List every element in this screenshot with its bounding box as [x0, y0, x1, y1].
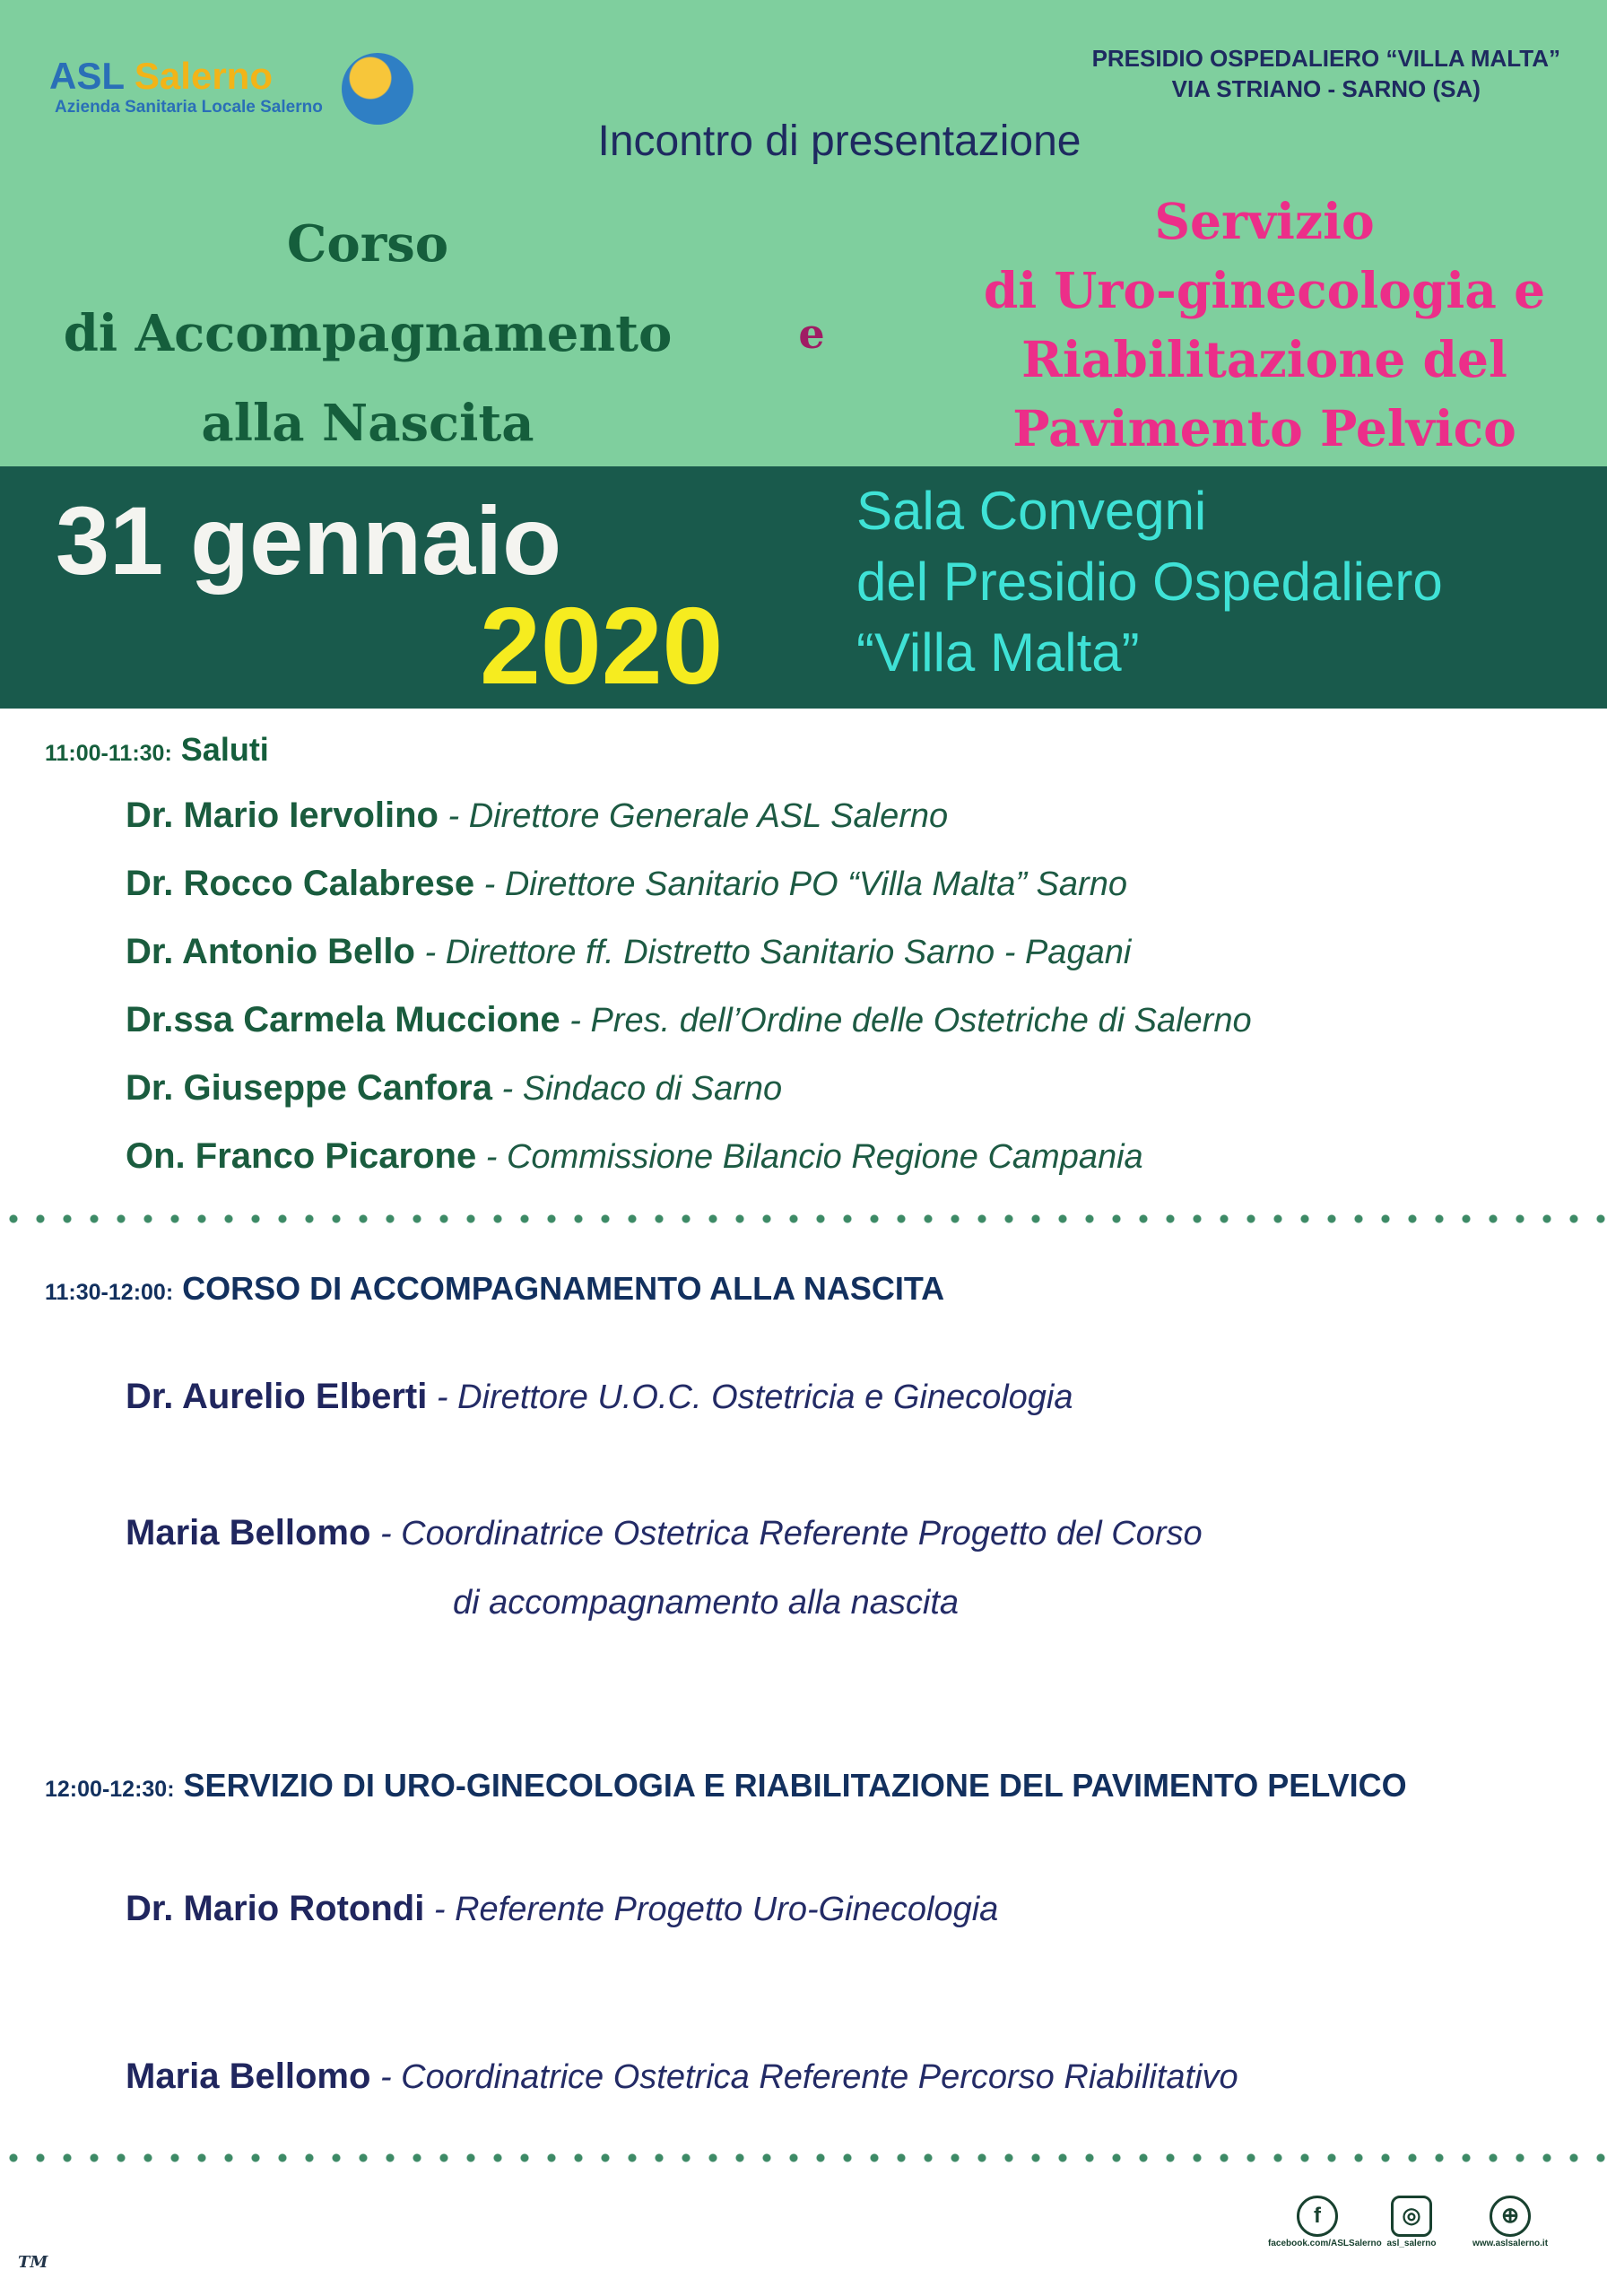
speaker-name: Dr. Mario Rotondi — [126, 1889, 425, 1928]
instagram-icon: ◎ — [1391, 2196, 1432, 2237]
speaker-row — [126, 1068, 782, 1109]
speaker-row — [126, 2057, 1238, 2097]
facebook-icon: f — [1297, 2196, 1338, 2237]
venue-line: “Villa Malta” — [856, 622, 1140, 683]
corso-title-line: Corso — [286, 214, 449, 274]
event-date-day: 31 gennaio — [56, 486, 562, 595]
servizio-label: SERVIZIO DI URO-GINECOLOGIA E RIABILITAZIONE DEL PAVIMENTO PELVICO — [183, 1767, 1407, 1804]
corso-label: CORSO DI ACCOMPAGNAMENTO ALLA NASCITA — [182, 1270, 945, 1307]
corso-heading — [45, 1270, 944, 1308]
speaker-row — [126, 1889, 998, 1929]
servizio-title-line: Riabilitazione del — [1021, 330, 1507, 388]
corso-time: 11:30-12:00: — [45, 1280, 174, 1305]
saluti-heading — [45, 731, 269, 769]
speaker-row — [126, 1377, 1073, 1417]
web-icon: ⊕ — [1490, 2196, 1531, 2237]
instagram-label: asl_salerno — [1386, 2239, 1437, 2248]
speaker-role: - Referente Progetto Uro-Ginecologia — [424, 1891, 999, 1928]
saluti-time: 11:00-11:30: — [45, 741, 172, 766]
speaker-name: Maria Bellomo — [126, 1513, 371, 1552]
website-label: www.aslsalerno.it — [1472, 2239, 1549, 2248]
speaker-name: Dr.ssa Carmela Muccione — [126, 1000, 560, 1039]
speaker-name: On. Franco Picarone — [126, 1136, 477, 1176]
speaker-row — [126, 864, 1127, 904]
speaker-role: - Direttore Sanitario PO “Villa Malta” Sarno — [474, 865, 1127, 903]
corso-title-line: di Accompagnamento — [63, 304, 673, 363]
speaker-name: Maria Bellomo — [126, 2057, 371, 2096]
corso-title — [27, 199, 708, 468]
speaker-row — [126, 932, 1131, 972]
speaker-role: - Direttore U.O.C. Ostetricia e Ginecologia — [427, 1378, 1073, 1416]
logo-main-text: ASL — [49, 55, 135, 97]
event-venue — [856, 475, 1443, 688]
speaker-row — [126, 796, 948, 836]
speaker-role-continuation — [453, 1582, 959, 1622]
dotted-divider — [0, 2152, 1607, 2163]
presidio-address — [1092, 43, 1560, 104]
speaker-role: - Sindaco di Sarno — [491, 1070, 783, 1108]
speaker-role: - Coordinatrice Ostetrica Referente Percorso Riabilitativo — [370, 2058, 1238, 2096]
servizio-title-line: Servizio — [1154, 192, 1375, 250]
speaker-name: Dr. Antonio Bello — [126, 932, 415, 971]
venue-line: Sala Convegni — [856, 481, 1207, 541]
speaker-row — [126, 1000, 1252, 1040]
speaker-row — [126, 1513, 1203, 1553]
speaker-role: di accompagnamento alla nascita — [453, 1584, 960, 1622]
speaker-role: - Direttore Generale ASL Salerno — [438, 797, 949, 835]
logo-subtitle: Azienda Sanitaria Locale Salerno — [55, 98, 323, 117]
social-links — [1268, 2196, 1564, 2249]
servizio-title-line: Pavimento Pelvico — [1012, 399, 1516, 457]
venue-line: del Presidio Ospedaliero — [856, 552, 1443, 612]
event-date-year: 2020 — [480, 585, 724, 707]
corso-title-line: alla Nascita — [201, 394, 534, 453]
title-conjunction: e — [798, 309, 825, 358]
speaker-name: Dr. Aurelio Elberti — [126, 1377, 428, 1416]
designer-mark: TM — [18, 2253, 48, 2272]
servizio-title-line: di Uro-ginecologia e — [983, 261, 1546, 319]
speaker-role: - Commissione Bilancio Regione Campania — [476, 1138, 1143, 1176]
logo-accent-text: Salerno — [134, 55, 273, 97]
speaker-role: - Pres. dell’Ordine delle Ostetriche di Salerno — [560, 1002, 1252, 1039]
facebook-link[interactable] — [1268, 2196, 1382, 2248]
speaker-name: Dr. Giuseppe Canfora — [126, 1068, 492, 1108]
globe-icon — [342, 53, 413, 125]
speaker-role: - Coordinatrice Ostetrica Referente Progetto del Corso — [370, 1515, 1203, 1552]
instagram-link[interactable] — [1371, 2196, 1452, 2248]
speaker-role: - Direttore ff. Distretto Sanitario Sarno - Pagani — [414, 934, 1132, 971]
presidio-street: VIA STRIANO - SARNO (SA) — [1171, 75, 1481, 102]
event-kicker: Incontro di presentazione — [597, 117, 1081, 165]
speaker-row — [126, 1136, 1143, 1177]
servizio-title — [951, 187, 1578, 463]
website-link[interactable] — [1456, 2196, 1564, 2248]
presidio-name: PRESIDIO OSPEDALIERO “VILLA MALTA” — [1091, 45, 1560, 72]
facebook-label: facebook.com/ASLSalerno — [1268, 2239, 1382, 2248]
servizio-heading — [45, 1767, 1407, 1805]
saluti-label: Saluti — [180, 731, 269, 768]
servizio-time: 12:00-12:30: — [45, 1777, 175, 1802]
speaker-name: Dr. Mario Iervolino — [126, 796, 439, 835]
speaker-name: Dr. Rocco Calabrese — [126, 864, 475, 903]
dotted-divider — [0, 1213, 1607, 1224]
